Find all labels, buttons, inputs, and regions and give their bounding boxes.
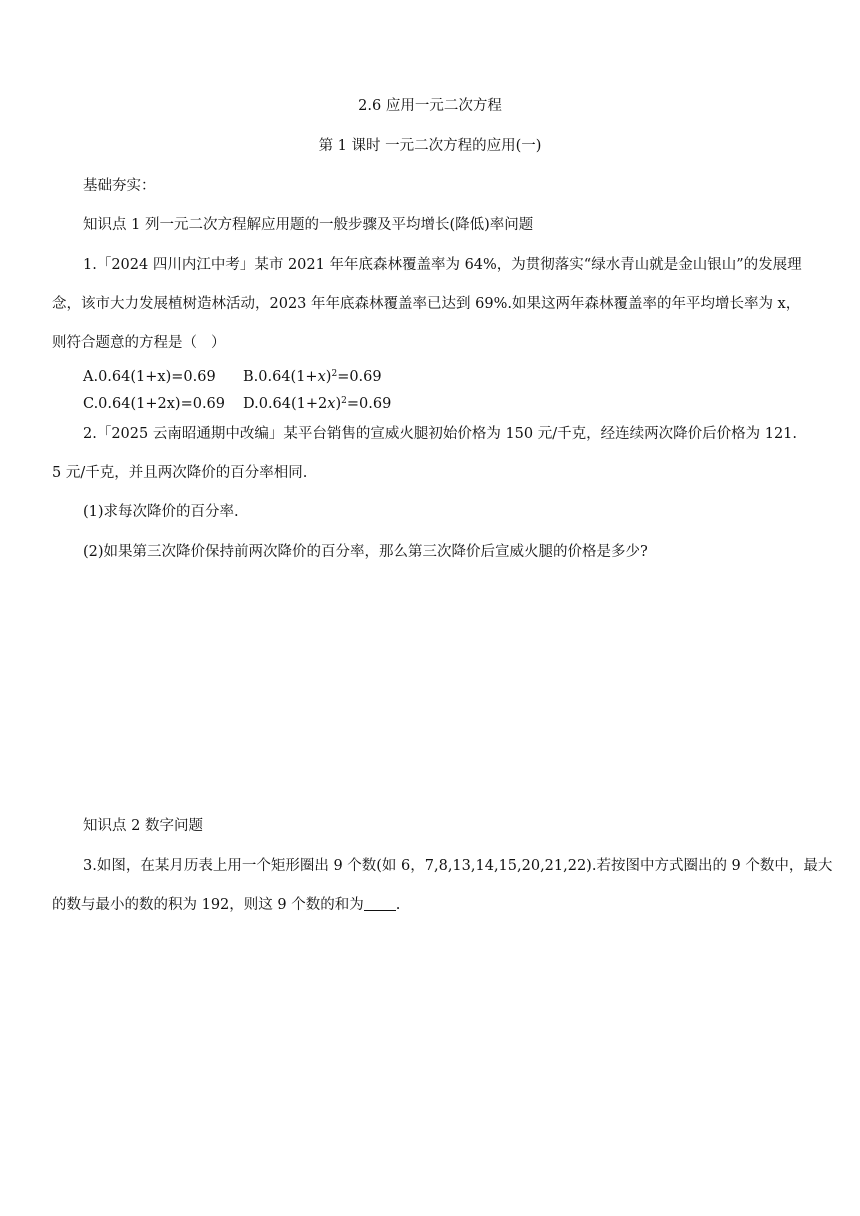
question-3-line-2 bbox=[52, 895, 400, 915]
question-2-part-2: (2)如果第三次降价保持前两次降价的百分率，那么第三次降价后宣威火腿的价格是多少? bbox=[83, 544, 648, 560]
question-1-paren-close: ） bbox=[211, 335, 226, 351]
question-2-line-2: 5 元/千克，并且两次降价的百分率相同. bbox=[52, 465, 308, 481]
option-d-text: D.0.64(1+2 bbox=[243, 396, 328, 412]
question-1-line-3 bbox=[52, 333, 226, 353]
option-a: A.0.64(1+x)=0.69 bbox=[83, 369, 216, 385]
question-3-line-1: 3.如图，在某月历表上用一个矩形圈出 9 个数(如 6，7,8,13,14,15,20,21,22).若按图中方式圈出的 9 个数中，最大 bbox=[83, 858, 833, 874]
answer-blank[interactable] bbox=[364, 896, 396, 911]
question-2-part-1: (1)求每次降价的百分率. bbox=[83, 504, 239, 520]
question-3-stem: 的数与最小的数的积为 192，则这 9 个数的和为 bbox=[52, 897, 364, 913]
option-d-variable: x bbox=[327, 396, 336, 412]
question-1-line-2: 念，该市大力发展植树造林活动，2023 年年底森林覆盖率已达到 69%.如果这两年森林覆盖率的年平均增长率为 x， bbox=[52, 296, 801, 312]
knowledge-point-1: 知识点 1 列一元二次方程解应用题的一般步骤及平均增长(降低)率问题 bbox=[83, 217, 534, 233]
page-title: 2.6 应用一元二次方程 bbox=[358, 98, 502, 114]
knowledge-point-2: 知识点 2 数字问题 bbox=[83, 818, 203, 834]
question-3-period: . bbox=[395, 897, 401, 913]
option-d bbox=[243, 394, 391, 414]
question-1-line-1: 1.「2024 四川内江中考」某市 2021 年年底森林覆盖率为 64%，为贯彻落实“绿水青山就是金山银山”的发展理 bbox=[83, 257, 802, 273]
option-b-text: B.0.64(1+ bbox=[243, 369, 318, 385]
option-d-exponent: 2 bbox=[341, 396, 347, 406]
option-b-tail: =0.69 bbox=[337, 369, 382, 385]
lesson-subtitle: 第 1 课时 一元二次方程的应用(一) bbox=[318, 138, 542, 154]
option-c: C.0.64(1+2x)=0.69 bbox=[83, 396, 225, 412]
option-d-tail: =0.69 bbox=[346, 396, 392, 412]
option-b bbox=[243, 367, 382, 387]
option-b-exponent: 2 bbox=[331, 369, 338, 379]
question-1-stem-end: 则符合题意的方程是（ bbox=[52, 335, 197, 351]
question-2-line-1: 2.「2025 云南昭通期中改编」某平台销售的宣威火腿初始价格为 150 元/千克，经连续两次降价后价格为 121. bbox=[83, 426, 798, 442]
option-d-paren: ) bbox=[335, 396, 342, 412]
option-b-paren: ) bbox=[325, 369, 332, 385]
option-b-variable: x bbox=[317, 369, 326, 385]
section-heading-basic: 基础夯实： bbox=[83, 178, 156, 194]
